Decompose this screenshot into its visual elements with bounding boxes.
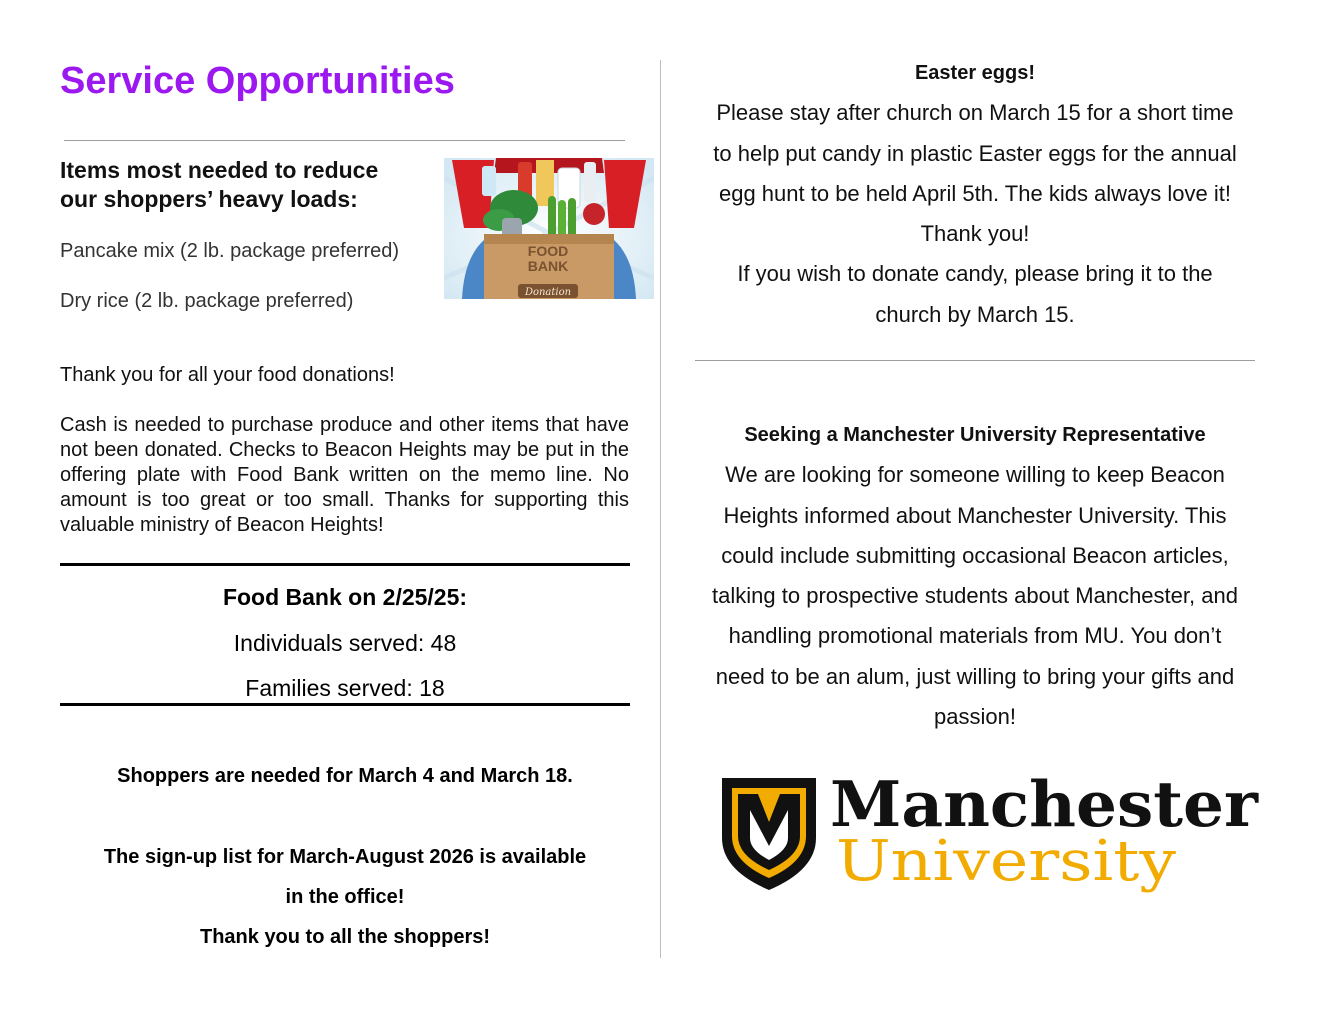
thanks-shoppers: Thank you to all the shoppers! xyxy=(199,926,491,948)
logo-manchester: Manchester xyxy=(830,770,1259,841)
mu-representative-section xyxy=(695,415,1255,737)
right-divider xyxy=(695,360,1255,361)
families-served: Families served: 18 xyxy=(245,675,445,701)
signup-line1: The sign-up list for March-August 2026 is available xyxy=(103,846,587,868)
mu-line: Heights informed about Manchester University. This xyxy=(723,502,1227,528)
donation-tag: Donation xyxy=(524,287,572,298)
mu-representative-title: Seeking a Manchester University Representative xyxy=(744,424,1206,446)
needed-item: Pancake mix (2 lb. package preferred) xyxy=(60,240,400,262)
stats-bottom-rule xyxy=(60,703,630,706)
easter-line: Please stay after church on March 15 for a short time xyxy=(716,100,1234,126)
easter-line: church by March 15. xyxy=(875,301,1075,327)
signup-line2: in the office! xyxy=(285,886,405,908)
food-bank-image xyxy=(444,158,654,299)
cash-paragraph: Cash is needed to purchase produce and other items that have not been donated. Checks to Beacon Heights may be put in the offering plate with Food Bank written on the memo line. No amount is too great or too small. Thanks for supporting this valuable ministry of Beacon Heights! xyxy=(60,414,629,536)
mu-line: could include submitting occasional Beacon articles, xyxy=(721,542,1229,568)
mu-line: handling promotional materials from MU. You don’t xyxy=(728,623,1222,649)
mu-line: talking to prospective students about Manchester, and xyxy=(712,583,1238,609)
easter-eggs-title: Easter eggs! xyxy=(914,62,1036,84)
food-bank-stats-title: Food Bank on 2/25/25: xyxy=(222,584,468,610)
easter-line: If you wish to donate candy, please bring it to the xyxy=(737,261,1213,287)
mu-line: We are looking for someone willing to keep Beacon xyxy=(725,462,1225,488)
needed-items-heading xyxy=(60,156,430,214)
individuals-served: Individuals served: 48 xyxy=(233,630,457,656)
logo-university: University xyxy=(836,829,1177,894)
title-divider xyxy=(64,140,625,141)
shoppers-needed: Shoppers are needed for March 4 and March 18. xyxy=(117,765,573,787)
easter-line: egg hunt to be held April 5th. The kids always love it! xyxy=(718,180,1231,206)
column-divider xyxy=(660,60,661,958)
needed-heading-line2: our shoppers’ heavy loads: xyxy=(60,186,358,212)
manchester-university-logo xyxy=(718,770,1263,905)
easter-line: Thank you! xyxy=(920,221,1030,247)
stats-top-rule xyxy=(60,563,630,566)
page-title: Service Opportunities xyxy=(60,60,455,102)
easter-eggs-section xyxy=(695,53,1255,335)
needed-heading-line1: Items most needed to reduce xyxy=(60,157,379,183)
food-label: FOOD xyxy=(527,243,569,259)
thanks-donations: Thank you for all your food donations! xyxy=(60,364,395,386)
bank-label: BANK xyxy=(527,258,569,274)
easter-line: to help put candy in plastic Easter eggs for the annual xyxy=(713,140,1237,166)
mu-line: passion! xyxy=(934,704,1016,730)
needed-item: Dry rice (2 lb. package preferred) xyxy=(60,290,354,312)
mu-line: need to be an alum, just willing to bring your gifts and xyxy=(715,663,1235,689)
